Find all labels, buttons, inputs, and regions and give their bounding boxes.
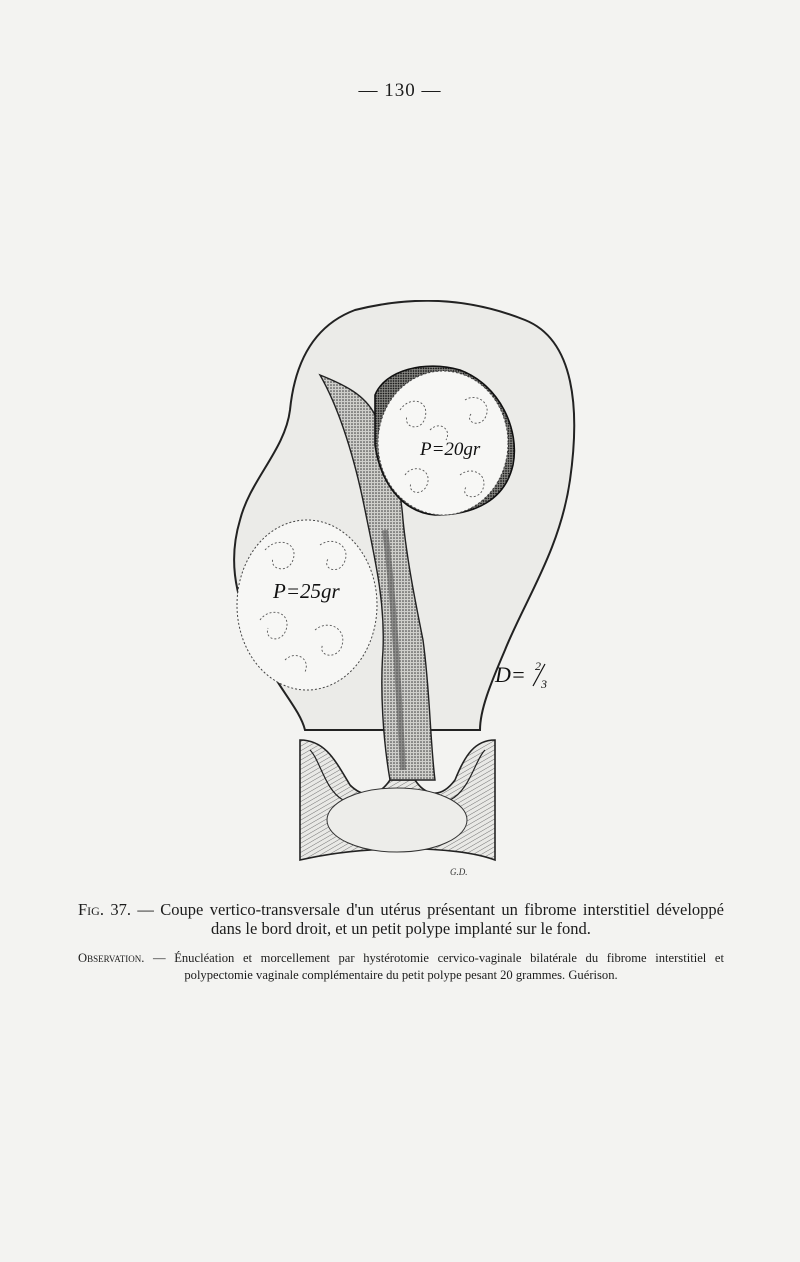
caption-text: — Coupe vertico-transversale d'un utérus présentant un fibrome interstitiel développé dans le bord droit, et un petit polype implanté sur le fond.	[131, 900, 725, 938]
figure-caption	[78, 900, 724, 938]
observation-prefix: Observation.	[78, 951, 145, 965]
uterus-section-drawing	[225, 300, 585, 885]
polyp-weight-label: P=20gr	[420, 439, 481, 460]
fibroid-weight-label: P=25gr	[273, 579, 340, 603]
svg-text:3: 3	[541, 677, 547, 691]
observation-text: — Énucléation et morcellement par hystérotomie cervico-vaginale bilatérale du fibrome interstitiel et polypectomie vaginale complémentaire du petit polype pesant 20 grammes. Guérison.	[144, 951, 724, 982]
observation-note	[78, 950, 724, 984]
uterus-illustration	[225, 300, 585, 885]
page-number: — 130 —	[358, 80, 442, 101]
svg-text:D=: D=	[495, 662, 526, 687]
scale-label	[494, 659, 547, 691]
caption-prefix: Fig. 37.	[78, 900, 131, 919]
svg-text:2: 2	[535, 659, 541, 673]
artist-signature: G.D.	[450, 867, 468, 877]
fibroid	[237, 520, 377, 690]
